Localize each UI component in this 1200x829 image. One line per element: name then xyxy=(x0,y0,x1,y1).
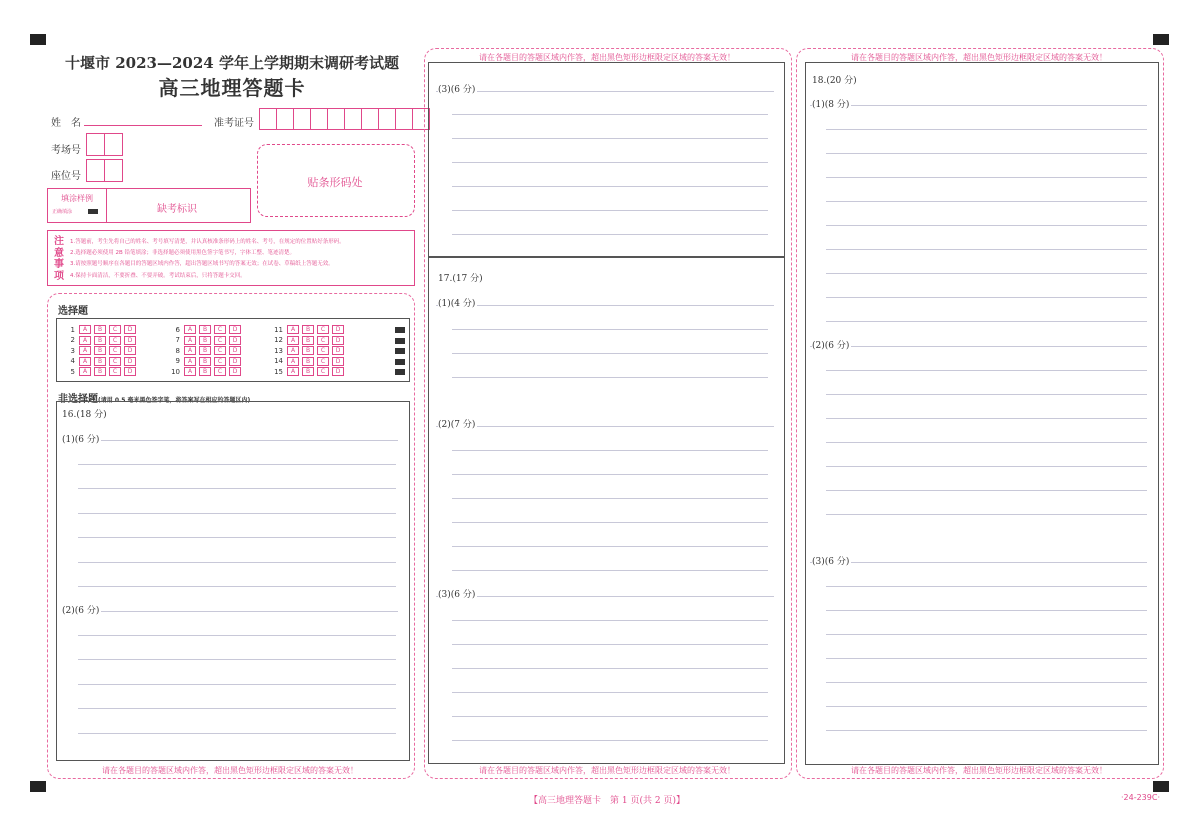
q16-part2-label: (2)(6 分) xyxy=(62,603,101,616)
notes-list xyxy=(70,237,410,282)
exam-title: 十堰市 2023—2024 学年上学期期末调研考试题 xyxy=(65,54,399,72)
answer-line[interactable] xyxy=(62,440,398,441)
digit-cell[interactable] xyxy=(276,108,294,130)
mc-question-number: 2 xyxy=(70,336,75,345)
note-item: 2.选择题必须使用 2B 铅笔填涂；非选择题必须使用黑色签字笔书写，字体工整、笔迹清楚。 xyxy=(70,250,296,257)
boundary-warning: 请在各题目的答题区域内作答，超出黑色矩形边框限定区域的答案无效！ xyxy=(479,766,735,775)
mc-option-bubble[interactable]: C xyxy=(109,357,121,366)
answer-box-q16[interactable] xyxy=(56,401,410,761)
mc-option-bubble[interactable]: A xyxy=(79,336,91,345)
registration-mark xyxy=(1153,34,1169,45)
notes-heading-char: 事 xyxy=(54,259,64,270)
answer-line[interactable] xyxy=(452,353,768,354)
answer-line[interactable] xyxy=(78,488,396,489)
q17-part3-label: (3)(6 分) xyxy=(438,587,477,600)
answer-line[interactable] xyxy=(826,394,1147,395)
answer-line[interactable] xyxy=(452,644,768,645)
mc-option-bubble[interactable]: D xyxy=(332,367,344,376)
mc-option-bubble[interactable]: C xyxy=(214,367,226,376)
mc-option-bubble[interactable]: C xyxy=(317,367,329,376)
mc-question-number: 10 xyxy=(171,367,180,376)
fill-example-box xyxy=(47,188,251,223)
mc-question-row xyxy=(65,357,139,366)
mc-box xyxy=(56,318,410,382)
answer-line[interactable] xyxy=(436,91,774,92)
mc-option-bubble[interactable]: D xyxy=(229,325,241,334)
answer-box-q18[interactable] xyxy=(805,62,1159,765)
mc-question-row xyxy=(65,346,139,355)
mc-option-bubble[interactable]: A xyxy=(184,325,196,334)
digit-cell[interactable] xyxy=(86,159,105,182)
mc-option-bubble[interactable]: B xyxy=(199,336,211,345)
mc-question-number: 14 xyxy=(274,357,283,366)
digit-cell[interactable] xyxy=(310,108,328,130)
mc-option-bubble[interactable]: A xyxy=(287,325,299,334)
room-number-cells[interactable] xyxy=(86,133,122,156)
mc-option-bubble[interactable]: C xyxy=(109,346,121,355)
answer-line[interactable] xyxy=(452,692,768,693)
mc-option-bubble[interactable]: A xyxy=(184,346,196,355)
fill-example-note: 正确填涂 xyxy=(52,209,73,215)
mc-option-bubble[interactable]: D xyxy=(124,346,136,355)
answer-line[interactable] xyxy=(62,611,398,612)
answer-line[interactable] xyxy=(436,426,774,427)
mc-option-bubble[interactable]: B xyxy=(94,325,106,334)
notes-heading-char: 注 xyxy=(54,236,64,247)
boundary-warning: 请在各题目的答题区域内作答，超出黑色矩形边框限定区域的答案无效！ xyxy=(851,53,1107,62)
name-field[interactable] xyxy=(84,125,202,126)
answer-line[interactable] xyxy=(826,730,1147,731)
q17-title: 17.(17 分) xyxy=(438,271,485,284)
seat-label: 座位号 xyxy=(51,171,81,182)
mc-question-number: 11 xyxy=(274,325,283,334)
answer-line[interactable] xyxy=(826,634,1147,635)
answer-line[interactable] xyxy=(826,466,1147,467)
answer-line[interactable] xyxy=(826,586,1147,587)
mc-question-number: 4 xyxy=(70,357,75,366)
timing-mark xyxy=(395,369,405,375)
room-label: 考场号 xyxy=(51,145,81,156)
name-label: 姓 名 xyxy=(51,118,81,129)
absent-label: 缺考标识 xyxy=(157,204,197,215)
answer-line[interactable] xyxy=(826,177,1147,178)
answer-line[interactable] xyxy=(810,562,1147,563)
mc-option-bubble[interactable]: C xyxy=(317,357,329,366)
mc-option-bubble[interactable]: B xyxy=(302,346,314,355)
mc-option-bubble[interactable]: B xyxy=(302,357,314,366)
mc-option-bubble[interactable]: A xyxy=(79,346,91,355)
timing-mark xyxy=(395,348,405,354)
answer-box-q17[interactable] xyxy=(428,256,785,764)
mc-option-bubble[interactable]: B xyxy=(302,336,314,345)
answer-line[interactable] xyxy=(452,620,768,621)
mc-option-bubble[interactable]: C xyxy=(317,325,329,334)
mc-option-bubble[interactable]: C xyxy=(214,346,226,355)
mc-option-bubble[interactable]: A xyxy=(184,367,196,376)
notes-box xyxy=(47,230,415,286)
mc-option-bubble[interactable]: C xyxy=(109,367,121,376)
q18-part2-label: (2)(6 分) xyxy=(812,338,851,351)
digit-cell[interactable] xyxy=(86,133,105,156)
mc-option-bubble[interactable]: B xyxy=(94,336,106,345)
digit-cell[interactable] xyxy=(395,108,413,130)
mc-option-bubble[interactable]: A xyxy=(287,336,299,345)
answer-line[interactable] xyxy=(452,377,768,378)
mc-option-bubble[interactable]: C xyxy=(214,357,226,366)
mc-option-bubble[interactable]: A xyxy=(287,367,299,376)
mc-option-bubble[interactable]: A xyxy=(184,357,196,366)
answer-line[interactable] xyxy=(826,442,1147,443)
mc-question-row xyxy=(273,367,347,376)
q18-part3-label: (3)(6 分) xyxy=(812,554,851,567)
mc-question-number: 5 xyxy=(70,367,75,376)
q16-title: 16.(18 分) xyxy=(62,407,109,420)
answer-line[interactable] xyxy=(452,522,768,523)
boundary-warning: 请在各题目的答题区域内作答，超出黑色矩形边框限定区域的答案无效！ xyxy=(479,53,735,62)
barcode-label: 贴条形码处 xyxy=(307,176,363,189)
answer-line[interactable] xyxy=(826,297,1147,298)
q18-title: 18.(20 分) xyxy=(812,73,859,86)
answer-line[interactable] xyxy=(452,474,768,475)
mc-option-bubble[interactable]: A xyxy=(79,325,91,334)
answer-line[interactable] xyxy=(78,659,396,660)
mc-option-bubble[interactable]: A xyxy=(287,346,299,355)
fill-example-title: 填涂样例 xyxy=(61,194,93,203)
answer-line[interactable] xyxy=(78,537,396,538)
timing-mark xyxy=(395,338,405,344)
mc-question-row xyxy=(273,357,347,366)
digit-cell[interactable] xyxy=(378,108,396,130)
answer-line[interactable] xyxy=(452,329,768,330)
notes-heading-char: 意 xyxy=(54,247,64,259)
mc-option-bubble[interactable]: B xyxy=(199,367,211,376)
answer-line[interactable] xyxy=(78,733,396,734)
answer-line[interactable] xyxy=(826,273,1147,274)
admission-label: 准考证号 xyxy=(214,118,254,129)
notes-heading-char: 项 xyxy=(54,270,64,282)
mc-option-bubble[interactable]: A xyxy=(287,357,299,366)
mc-option-bubble[interactable]: D xyxy=(332,336,344,345)
mc-option-bubble[interactable]: A xyxy=(79,367,91,376)
mc-option-bubble[interactable]: D xyxy=(229,367,241,376)
answer-line[interactable] xyxy=(436,305,774,306)
answer-line[interactable] xyxy=(826,225,1147,226)
mc-question-row xyxy=(170,336,244,345)
mc-option-bubble[interactable]: B xyxy=(199,357,211,366)
registration-mark xyxy=(1153,781,1169,792)
mc-question-number: 3 xyxy=(70,346,75,355)
mc-question-row xyxy=(170,357,244,366)
answer-line[interactable] xyxy=(826,201,1147,202)
mc-option-bubble[interactable]: B xyxy=(94,346,106,355)
mc-option-bubble[interactable]: B xyxy=(302,367,314,376)
mc-option-bubble[interactable]: D xyxy=(229,346,241,355)
answer-line[interactable] xyxy=(452,138,768,139)
answer-line[interactable] xyxy=(452,546,768,547)
q18-part1-label: (1)(8 分) xyxy=(812,97,851,110)
digit-cell[interactable] xyxy=(293,108,311,130)
non-mc-heading: 非选择题 xyxy=(58,394,98,405)
digit-cell[interactable] xyxy=(259,108,277,130)
q17-part2-label: (2)(7 分) xyxy=(438,417,477,430)
q16-part1-label: (1)(6 分) xyxy=(62,432,101,445)
q16-part3-label: (3)(6 分) xyxy=(438,82,477,95)
mc-question-number: 9 xyxy=(175,357,180,366)
mc-option-bubble[interactable]: D xyxy=(124,367,136,376)
mc-question-number: 13 xyxy=(274,346,283,355)
digit-cell[interactable] xyxy=(104,159,123,182)
mc-option-bubble[interactable]: D xyxy=(229,357,241,366)
mc-option-bubble[interactable]: D xyxy=(124,357,136,366)
registration-mark xyxy=(30,781,46,792)
mc-question-row xyxy=(65,367,139,376)
mc-question-row xyxy=(170,346,244,355)
timing-mark xyxy=(395,327,405,333)
note-item: 1.答题前，考生先将自己的姓名、考号填写清楚，并认真核准条形码上的姓名、考号，在规定的位置贴好条形码。 xyxy=(70,239,345,245)
mc-question-row xyxy=(170,325,244,334)
notes-heading xyxy=(54,236,66,282)
filled-bubble-sample xyxy=(88,209,98,214)
mc-question-number: 15 xyxy=(274,367,283,376)
mc-option-bubble[interactable]: D xyxy=(332,357,344,366)
answer-line[interactable] xyxy=(826,706,1147,707)
non-mc-note: (请用 0.5 毫米黑色签字笔，将答案写在相应的答题区内) xyxy=(98,397,251,404)
answer-line[interactable] xyxy=(810,105,1147,106)
answer-line[interactable] xyxy=(826,658,1147,659)
mc-option-bubble[interactable]: B xyxy=(94,367,106,376)
mc-title: 选择题 xyxy=(58,306,88,317)
card-title: 高三地理答题卡 xyxy=(158,76,306,100)
answer-line[interactable] xyxy=(452,186,768,187)
answer-line[interactable] xyxy=(452,234,768,235)
mc-option-bubble[interactable]: D xyxy=(332,325,344,334)
answer-line[interactable] xyxy=(810,346,1147,347)
answer-line[interactable] xyxy=(78,562,396,563)
paper-code: ·24-239C· xyxy=(1120,793,1160,802)
mc-question-number: 12 xyxy=(274,336,283,345)
answer-line[interactable] xyxy=(78,464,396,465)
timing-mark xyxy=(395,359,405,365)
mc-option-bubble[interactable]: D xyxy=(332,346,344,355)
mc-question-row xyxy=(65,336,139,345)
mc-option-bubble[interactable]: A xyxy=(79,357,91,366)
answer-line[interactable] xyxy=(452,570,768,571)
answer-line[interactable] xyxy=(78,684,396,685)
mc-question-row xyxy=(170,367,244,376)
mc-question-row xyxy=(273,346,347,355)
mc-option-bubble[interactable]: C xyxy=(214,325,226,334)
answer-line[interactable] xyxy=(452,498,768,499)
answer-line[interactable] xyxy=(452,114,768,115)
answer-line[interactable] xyxy=(826,418,1147,419)
answer-line[interactable] xyxy=(78,513,396,514)
mc-question-number: 1 xyxy=(70,325,75,334)
mc-question-number: 8 xyxy=(175,346,180,355)
digit-cell[interactable] xyxy=(361,108,379,130)
answer-line[interactable] xyxy=(452,162,768,163)
answer-line[interactable] xyxy=(78,708,396,709)
mc-question-number: 7 xyxy=(175,336,180,345)
mc-question-row xyxy=(273,325,347,334)
answer-line[interactable] xyxy=(826,610,1147,611)
answer-line[interactable] xyxy=(826,490,1147,491)
answer-line[interactable] xyxy=(78,586,396,587)
answer-line[interactable] xyxy=(826,370,1147,371)
mc-option-bubble[interactable]: B xyxy=(199,346,211,355)
mc-question-row xyxy=(273,336,347,345)
mc-option-bubble[interactable]: D xyxy=(124,336,136,345)
answer-line[interactable] xyxy=(452,716,768,717)
mc-option-bubble[interactable]: D xyxy=(229,336,241,345)
mc-option-bubble[interactable]: B xyxy=(199,325,211,334)
answer-line[interactable] xyxy=(78,635,396,636)
boundary-warning: 请在各题目的答题区域内作答，超出黑色矩形边框限定区域的答案无效！ xyxy=(102,766,358,775)
digit-cell[interactable] xyxy=(104,133,123,156)
q17-part1-label: (1)(4 分) xyxy=(438,296,477,309)
answer-line[interactable] xyxy=(452,210,768,211)
note-item: 3.请按照题号顺序在各题目的答题区域内作答，超出答题区域书写的答案无效；在试卷、草稿纸上答题无效。 xyxy=(70,261,334,268)
seat-number-cells[interactable] xyxy=(86,159,122,182)
answer-line[interactable] xyxy=(452,668,768,669)
answer-line[interactable] xyxy=(452,450,768,451)
digit-cell[interactable] xyxy=(344,108,362,130)
mc-question-row xyxy=(65,325,139,334)
boundary-warning: 请在各题目的答题区域内作答，超出黑色矩形边框限定区域的答案无效！ xyxy=(851,766,1107,775)
mc-option-bubble[interactable]: B xyxy=(94,357,106,366)
admission-number-cells[interactable] xyxy=(259,108,429,130)
answer-line[interactable] xyxy=(826,682,1147,683)
mc-option-bubble[interactable]: C xyxy=(109,336,121,345)
mc-option-bubble[interactable]: B xyxy=(302,325,314,334)
answer-line[interactable] xyxy=(826,514,1147,515)
page-info: 【高三地理答题卡 第 1 页(共 2 页)】 xyxy=(529,796,685,806)
mc-option-bubble[interactable]: C xyxy=(109,325,121,334)
answer-line[interactable] xyxy=(452,740,768,741)
mc-option-bubble[interactable]: C xyxy=(317,346,329,355)
mc-option-bubble[interactable]: C xyxy=(214,336,226,345)
answer-line[interactable] xyxy=(826,249,1147,250)
answer-line[interactable] xyxy=(436,596,774,597)
registration-mark xyxy=(30,34,46,45)
answer-line[interactable] xyxy=(826,321,1147,322)
mc-question-number: 6 xyxy=(175,325,180,334)
answer-line[interactable] xyxy=(826,129,1147,130)
mc-option-bubble[interactable]: C xyxy=(317,336,329,345)
mc-option-bubble[interactable]: D xyxy=(124,325,136,334)
digit-cell[interactable] xyxy=(327,108,345,130)
note-item: 4.保持卡面清洁，不要折叠、不要弄破。考试结束后，只将答题卡交回。 xyxy=(70,272,246,279)
mc-option-bubble[interactable]: A xyxy=(184,336,196,345)
answer-line[interactable] xyxy=(826,153,1147,154)
